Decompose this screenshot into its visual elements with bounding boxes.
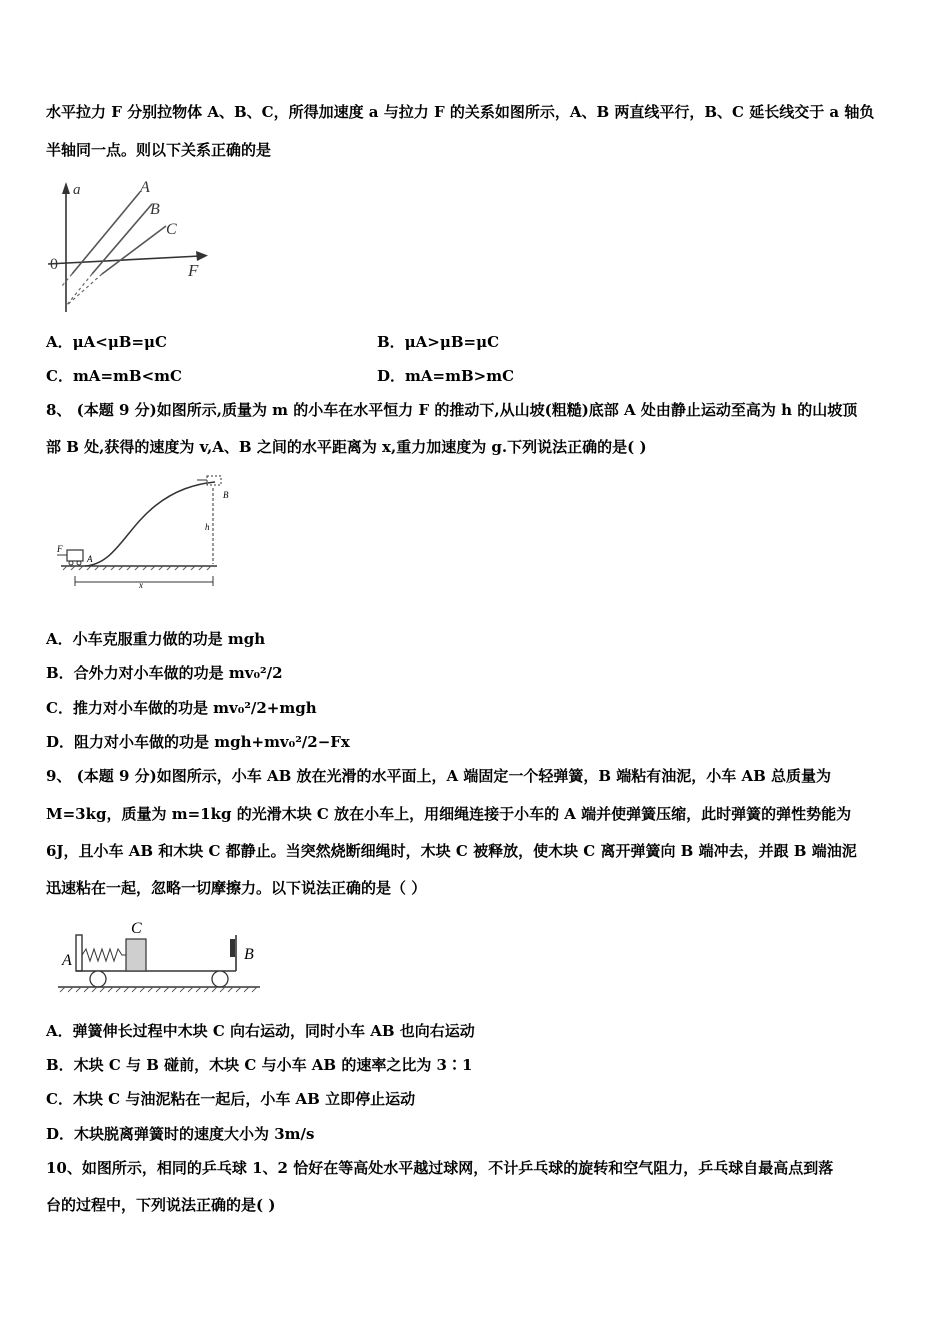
- q8-stem-line1: 8、 (本题 9 分)如图所示,质量为 m 的小车在水平恒力 F 的推动下,从山坡(粗糙)底部 A 处由静止运动至高为 h 的山坡顶: [46, 401, 858, 419]
- label-a: A: [87, 554, 93, 564]
- q10-stem-line2: 台的过程中，下列说法正确的是( ): [46, 1196, 276, 1214]
- q7-a-f-graph: [40, 170, 220, 320]
- q7-option-c[interactable]: C．mA=mB<mC: [46, 367, 182, 385]
- q9-stem-line2: M=3kg，质量为 m=1kg 的光滑木块 C 放在小车上，用细绳连接于小车的 A 端并使弹簧压缩，此时弹簧的弹性势能为: [46, 805, 852, 823]
- q8-option-c[interactable]: C．推力对小车做的功是 mv₀²/2+mgh: [46, 699, 317, 717]
- label-a-axis: a: [73, 182, 81, 198]
- label-x: x: [139, 580, 143, 590]
- q10-stem-line1: 10、如图所示，相同的乒乓球 1、2 恰好在等高处水平越过球网，不计乒乓球的旋转和空气阻力，乒乓球自最高点到落: [46, 1159, 834, 1177]
- block-c: [126, 939, 146, 971]
- q9-option-b[interactable]: B．木块 C 与 B 碰前，木块 C 与小车 AB 的速率之比为 3∶1: [46, 1056, 473, 1074]
- label-a: A: [62, 952, 72, 969]
- q9-option-c[interactable]: C．木块 C 与油泥粘在一起后，小车 AB 立即停止运动: [46, 1090, 416, 1108]
- q9-stem-line4: 迅速粘在一起，忽略一切摩擦力。以下说法正确的是（ ）: [46, 879, 427, 897]
- spring: [82, 949, 126, 961]
- q7-stem-line1: 水平拉力 F 分别拉物体 A、B、C，所得加速度 a 与拉力 F 的关系如图所示，A、B 两直线平行，B、C 延长线交于 a 轴负: [46, 103, 875, 121]
- q8-slope-diagram: [55, 470, 230, 595]
- q8-option-b[interactable]: B．合外力对小车做的功是 mv₀²/2: [46, 664, 283, 682]
- q7-option-b[interactable]: B．μA>μB=μC: [377, 333, 500, 351]
- q9-stem-line3: 6J，且小车 AB 和木块 C 都静止。当突然烧断细绳时，木块 C 被释放，使木块 C 离开弹簧向 B 端冲去，并跟 B 端油泥: [46, 842, 857, 860]
- label-origin: 0: [50, 256, 58, 273]
- end-a-wall: [76, 935, 82, 971]
- label-line-a: A: [140, 179, 150, 196]
- cart-at-a: [67, 550, 83, 561]
- label-line-c: C: [166, 221, 177, 238]
- q9-stem-line1: 9、 (本题 9 分)如图所示，小车 AB 放在光滑的水平面上，A 端固定一个轻弹簧，B 端粘有油泥，小车 AB 总质量为: [46, 767, 832, 785]
- q8-stem-line2: 部 B 处,获得的速度为 v,A、B 之间的水平距离为 x,重力加速度为 g.下列说法正确的是( ): [46, 438, 647, 456]
- q7-stem-line2: 半轴同一点。则以下关系正确的是: [46, 141, 272, 159]
- label-c: C: [131, 920, 142, 937]
- label-f-axis: F: [188, 261, 199, 280]
- q7-option-a[interactable]: A．μA<μB=μC: [46, 333, 167, 351]
- q9-option-d[interactable]: D．木块脱离弹簧时的速度大小为 3m/s: [46, 1125, 315, 1143]
- q8-option-d[interactable]: D．阻力对小车做的功是 mgh+mv₀²/2−Fx: [46, 733, 350, 751]
- q9-option-a[interactable]: A．弹簧伸长过程中木块 C 向右运动，同时小车 AB 也向右运动: [46, 1022, 475, 1040]
- oil-mud-b: [230, 939, 235, 957]
- cart-at-b: [207, 476, 221, 485]
- label-line-b: B: [150, 201, 160, 218]
- label-b: B: [244, 946, 254, 963]
- q7-option-d[interactable]: D．mA=mB>mC: [377, 367, 515, 385]
- q9-cart-diagram: [52, 915, 267, 1000]
- label-f: F: [57, 544, 63, 554]
- label-h: h: [205, 522, 210, 532]
- label-b: B: [223, 490, 229, 500]
- q8-option-a[interactable]: A．小车克服重力做的功是 mgh: [46, 630, 266, 648]
